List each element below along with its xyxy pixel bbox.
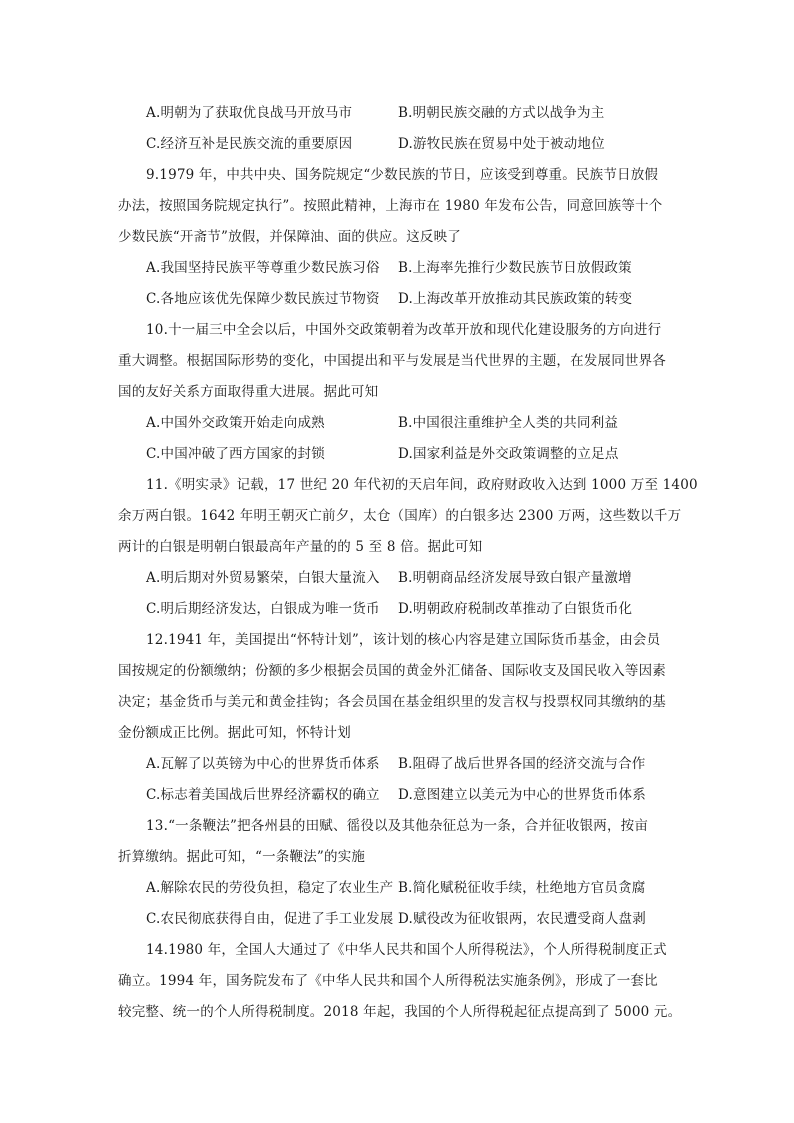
q11-options-row-1 — [118, 563, 678, 594]
q13-option-a: A.解除农民的劳役负担，稳定了农业生产 — [146, 880, 394, 896]
q11-option-c: C.明后期经济发达，白银成为唯一货币 — [146, 601, 380, 617]
q8-options-row-1 — [118, 98, 678, 129]
q8-options-row-2 — [118, 129, 678, 160]
q13-options-row-1 — [118, 873, 678, 904]
q10-stem-line-2: 重大调整。根据国际形势的变化，中国提出和平与发展是当代世界的主题，在发展同世界各 — [118, 353, 666, 369]
q9-stem-line-1: 9.1979 年，中共中央、国务院规定“少数民族的节日，应该受到尊重。民族节日放假 — [146, 167, 659, 183]
q9-option-a: A.我国坚持民族平等尊重少数民族习俗 — [146, 260, 380, 276]
q12-option-b: B.阻碍了战后世界各国的经济交流与合作 — [398, 756, 646, 772]
q10-option-c: C.中国冲破了西方国家的封锁 — [146, 446, 325, 462]
q11-option-b: B.明朝商品经济发展导致白银产量激增 — [398, 570, 632, 586]
q10-option-d: D.国家利益是外交政策调整的立足点 — [398, 446, 619, 462]
q10-stem-line-3: 国的友好关系方面取得重大进展。据此可知 — [118, 384, 379, 400]
q13-stem-line-1: 13.“一条鞭法”把各州县的田赋、徭役以及其他杂征总为一条，合并征收银两，按亩 — [146, 818, 649, 834]
q8-option-a: A.明朝为了获取优良战马开放马市 — [146, 105, 353, 121]
q9-stem-line-2: 办法，按照国务院规定执行”。按照此精神，上海市在 1980 年发布公告，同意回族等十个 — [118, 198, 663, 214]
q9-stem-line-3: 少数民族“开斋节”放假，并保障油、面的供应。这反映了 — [118, 229, 462, 245]
q12-options-row-1 — [118, 749, 678, 780]
q11-stem-line-3: 两计的白银是明朝白银最高年产量的的 5 至 8 倍。据此可知 — [118, 539, 483, 555]
q10-options-row-1 — [118, 408, 678, 439]
q14-stem-line-3: 较完整、统一的个人所得税制度。2018 年起，我国的个人所得税起征点提高到了 5000 元。 — [118, 1004, 682, 1020]
q8-option-c: C.经济互补是民族交流的重要原因 — [146, 136, 353, 152]
q12-options-row-2 — [118, 780, 678, 811]
q13-stem-line-2: 折算缴纳。据此可知，“一条鞭法”的实施 — [118, 849, 366, 865]
q11-stem-line-1: 11.《明实录》记载，17 世纪 20 年代初的天启年间，政府财政收入达到 1000 万至 1400 — [146, 477, 698, 493]
q12-option-d: D.意图建立以美元为中心的世界货币体系 — [398, 787, 646, 803]
q14-stem-line-2: 确立。1994 年，国务院发布了《中华人民共和国个人所得税法实施条例》，形成了一套比 — [118, 973, 658, 989]
q13-option-d: D.赋役改为征收银两，农民遭受商人盘剥 — [398, 911, 646, 927]
q9-option-c: C.各地应该优先保障少数民族过节物资 — [146, 291, 380, 307]
q8-option-d: D.游牧民族在贸易中处于被动地位 — [398, 136, 605, 152]
exam-page — [118, 98, 698, 1028]
q8-option-b: B.明朝民族交融的方式以战争为主 — [398, 105, 605, 121]
q11-stem-line-2: 余万两白银。1642 年明王朝灭亡前夕，太仓（国库）的白银多达 2300 万两，这些数以千万 — [118, 508, 682, 524]
q12-option-a: A.瓦解了以英镑为中心的世界货币体系 — [146, 756, 380, 772]
q12-stem-line-1: 12.1941 年，美国提出“怀特计划”，该计划的核心内容是建立国际货币基金，由会员 — [146, 632, 661, 648]
q12-stem-line-4: 金份额成正比例。据此可知，怀特计划 — [118, 725, 351, 741]
q10-stem-line-1: 10.十一届三中全会以后，中国外交政策朝着为改革开放和现代化建设服务的方向进行 — [146, 322, 662, 338]
q13-option-c: C.农民彻底获得自由，促进了手工业发展 — [146, 911, 394, 927]
q9-option-d: D.上海改革开放推动其民族政策的转变 — [398, 291, 633, 307]
q9-options-row-2 — [118, 284, 678, 315]
q10-option-a: A.中国外交政策开始走向成熟 — [146, 415, 325, 431]
q10-option-b: B.中国很注重维护全人类的共同利益 — [398, 415, 619, 431]
q11-options-row-2 — [118, 594, 678, 625]
q11-option-d: D.明朝政府税制改革推动了白银货币化 — [398, 601, 633, 617]
q13-options-row-2 — [118, 904, 678, 935]
q12-stem-line-3: 决定；基金货币与美元和黄金挂钩；各会员国在基金组织里的发言权与投票权同其缴纳的基 — [118, 694, 666, 710]
q11-option-a: A.明后期对外贸易繁荣，白银大量流入 — [146, 570, 380, 586]
q9-option-b: B.上海率先推行少数民族节日放假政策 — [398, 260, 632, 276]
q9-options-row-1 — [118, 253, 678, 284]
q13-option-b: B.简化赋税征收手续，杜绝地方官员贪腐 — [398, 880, 646, 896]
q12-option-c: C.标志着美国战后世界经济霸权的确立 — [146, 787, 380, 803]
q10-options-row-2 — [118, 439, 678, 470]
q14-stem-line-1: 14.1980 年，全国人大通过了《中华人民共和国个人所得税法》，个人所得税制度正式 — [146, 942, 667, 958]
q12-stem-line-2: 国按规定的份额缴纳；份额的多少根据会员国的黄金外汇储备、国际收支及国民收入等因素 — [118, 663, 666, 679]
